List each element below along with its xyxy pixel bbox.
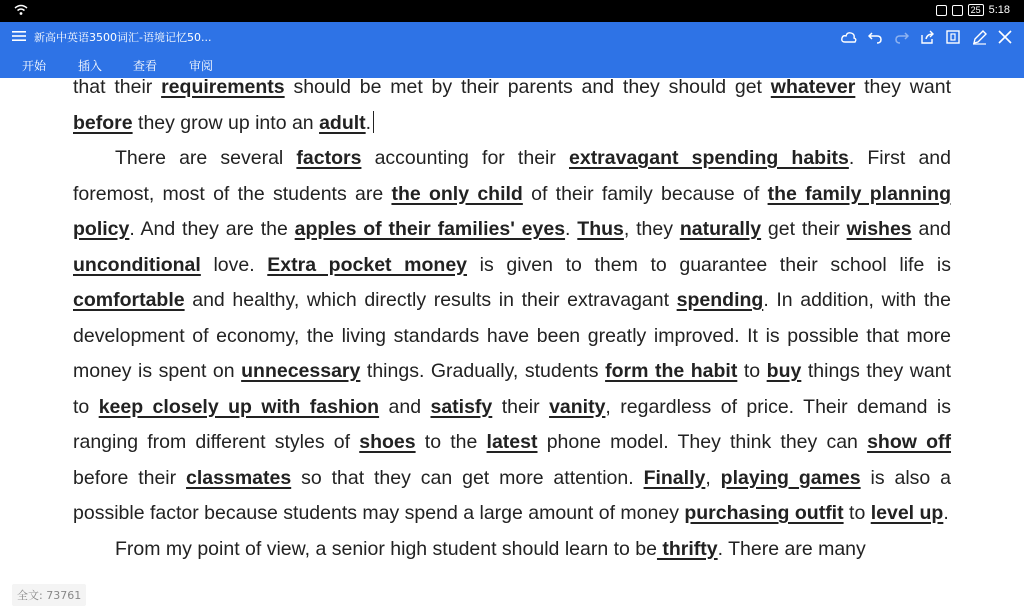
- text-run: to: [843, 502, 871, 524]
- document-title: 新高中英语3500词汇-语境记忆50...: [34, 31, 212, 44]
- vocab-word: naturally: [679, 218, 762, 240]
- vocab-word: spending: [676, 289, 764, 311]
- tab-view[interactable]: 查看: [133, 59, 158, 73]
- vocab-word: Finally: [643, 466, 706, 489]
- vocab-word: vanity: [549, 395, 606, 418]
- text-run: their: [492, 395, 550, 418]
- vocab-word: the only child: [391, 182, 523, 205]
- tab-insert[interactable]: 插入: [78, 59, 103, 73]
- text-run: before their: [73, 466, 187, 489]
- tab-start[interactable]: 开始: [22, 59, 47, 73]
- vocab-word: level up: [870, 502, 944, 524]
- text-run: they want: [855, 76, 952, 98]
- text-run: .: [565, 218, 578, 240]
- screenshot-icon: [936, 5, 947, 16]
- text-run: , regardless of price. Their demand is ranging from different styles of: [73, 395, 951, 453]
- paragraph-1: [73, 70, 951, 141]
- text-run: From my point of view, a senior high student should learn to be: [115, 537, 657, 560]
- vocab-word: Thus: [577, 218, 624, 240]
- paragraph-3: [73, 532, 951, 568]
- title-bar: [0, 22, 1024, 52]
- battery-level: 25: [970, 5, 981, 15]
- vocab-word: comfortable: [73, 289, 185, 311]
- vocab-word: wishes: [846, 218, 912, 240]
- cloud-icon: [841, 30, 857, 44]
- text-run: get their: [761, 218, 847, 240]
- redo-icon: [894, 30, 909, 44]
- text-run: of their family because of: [522, 182, 768, 205]
- text-run: is also a possible factor because students may spend a large amount of money: [73, 466, 952, 524]
- vocab-word: form the habit: [605, 360, 738, 382]
- text-run: things. Gradually, students: [360, 360, 606, 382]
- wifi-icon: [14, 4, 28, 16]
- text-run: . First and foremost, most of the students are: [73, 147, 951, 205]
- vocab-word: unnecessary: [241, 360, 361, 382]
- close-icon: [998, 30, 1012, 44]
- vocab-word: adult: [319, 111, 366, 134]
- text-run: that their: [73, 76, 162, 98]
- clock: 5:18: [988, 4, 1010, 16]
- text-cursor: [373, 111, 374, 133]
- text-run: to: [737, 360, 767, 382]
- undo-button[interactable]: [864, 26, 886, 48]
- word-count-badge: 全文: 73761: [12, 584, 86, 606]
- text-run: .: [365, 111, 372, 134]
- nfc-icon: [952, 5, 963, 16]
- text-run: , they: [623, 218, 680, 240]
- text-run: to the: [415, 431, 487, 453]
- vocab-word: apples of their families' eyes: [294, 218, 566, 240]
- pages-button[interactable]: [942, 26, 964, 48]
- tab-review[interactable]: 审阅: [189, 59, 214, 73]
- text-run: . There are many: [717, 537, 866, 560]
- text-run: so that they can get more attention.: [291, 466, 644, 489]
- pages-icon: [946, 30, 960, 44]
- status-bar: [0, 0, 1024, 22]
- vocab-word: buy: [766, 360, 802, 382]
- vocab-word: unconditional: [73, 253, 201, 276]
- vocab-word: latest: [486, 431, 538, 453]
- battery-icon: [968, 4, 984, 16]
- vocab-word: factors: [296, 147, 362, 169]
- vocab-word: requirements: [161, 76, 285, 98]
- text-run: and: [911, 218, 952, 240]
- text-run: is given to them to guarantee their school life is: [467, 253, 951, 276]
- share-button[interactable]: [916, 26, 938, 48]
- vocab-word: whatever: [770, 76, 856, 98]
- vocab-word: playing games: [720, 466, 861, 489]
- text-run: There are several: [115, 147, 297, 169]
- vocab-word: show off: [867, 431, 952, 453]
- share-icon: [920, 30, 935, 44]
- text-run: accounting for their: [361, 147, 569, 169]
- text-run: . In addition, with the development of economy, the living standards have been greatly improved. It is possible that more money is spent on: [73, 289, 951, 382]
- menu-icon[interactable]: [12, 29, 26, 43]
- text-run: and healthy, which directly results in their extravagant: [184, 289, 677, 311]
- vocab-word: Extra pocket money: [267, 253, 468, 276]
- text-run: they grow up into an: [132, 111, 320, 134]
- vocab-word: the family planning policy: [73, 182, 951, 240]
- cloud-sync-button[interactable]: [838, 26, 860, 48]
- edit-button[interactable]: [968, 26, 990, 48]
- vocab-word: shoes: [359, 431, 416, 453]
- vocab-word: purchasing outfit: [684, 502, 844, 524]
- text-run: phone model. They think they can: [537, 431, 868, 453]
- text-run: things they want to: [73, 360, 951, 418]
- paragraph-2: [73, 141, 951, 532]
- vocab-word: classmates: [186, 466, 292, 489]
- vocab-word: keep closely up with fashion: [98, 395, 380, 418]
- undo-icon: [868, 30, 883, 44]
- close-button[interactable]: [994, 26, 1016, 48]
- text-run: .: [943, 502, 949, 524]
- vocab-word: satisfy: [430, 395, 493, 418]
- pencil-icon: [972, 30, 987, 45]
- vocab-word: before: [73, 111, 133, 134]
- text-run: should be met by their parents and they should get: [284, 76, 771, 98]
- document-body[interactable]: [73, 70, 951, 567]
- vocab-word: extravagant spending habits: [569, 147, 849, 169]
- text-run: and: [379, 395, 431, 418]
- text-run: . And they are the: [129, 218, 295, 240]
- text-run: love.: [200, 253, 268, 276]
- redo-button[interactable]: [890, 26, 912, 48]
- vocab-word: thrifty: [656, 537, 718, 560]
- text-run: ,: [705, 466, 721, 489]
